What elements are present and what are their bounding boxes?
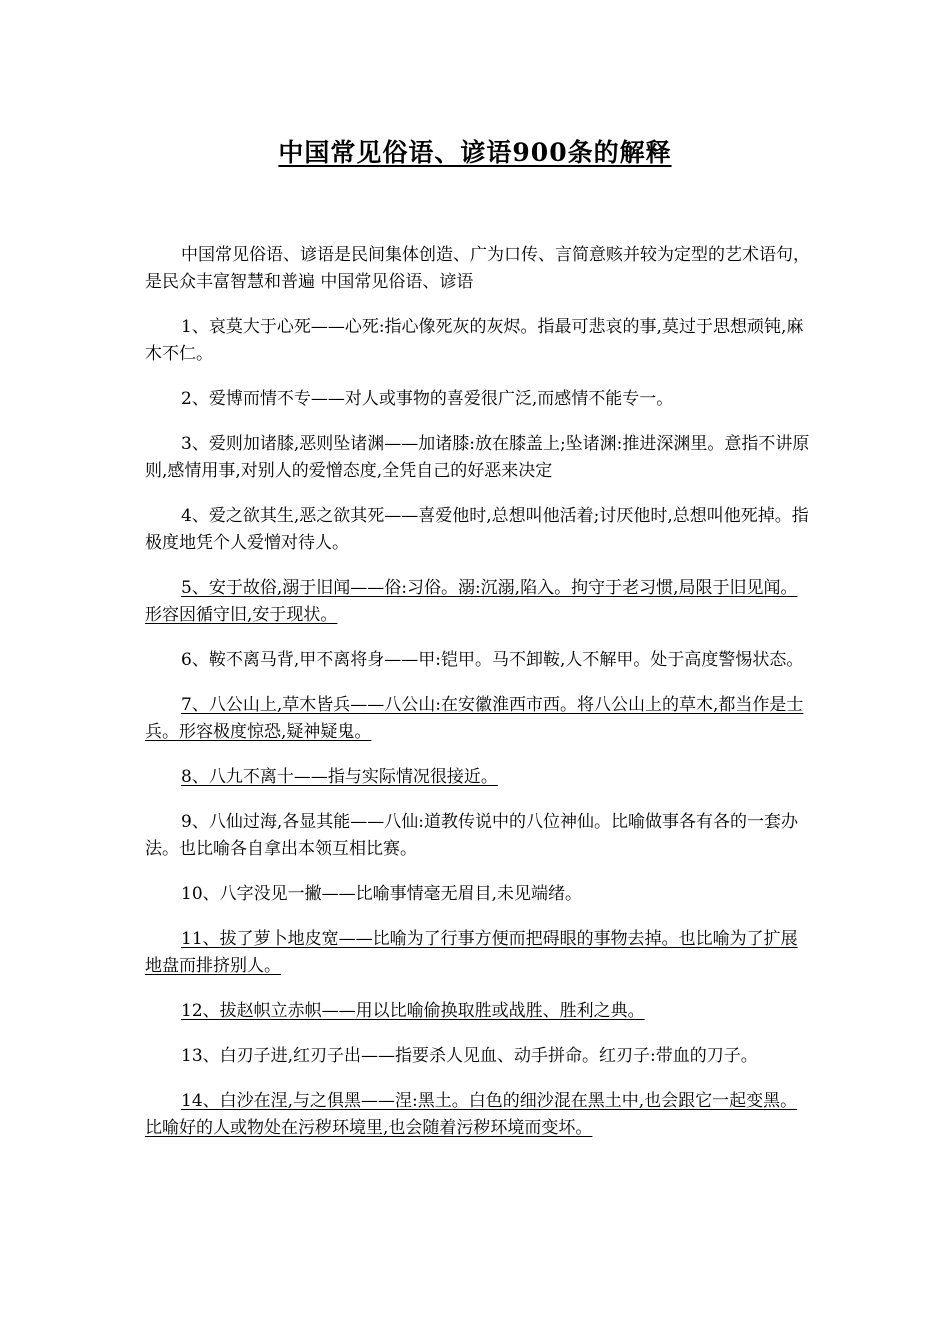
proverb-item: 6、鞍不离马背,甲不离将身——甲:铠甲。马不卸鞍,人不解甲。处于高度警惕状态。 xyxy=(181,650,804,670)
proverb-item: 12、拔赵帜立赤帜——用以比喻偷换取胜或战胜、胜利之典。 xyxy=(181,1001,645,1021)
proverb-item: 10、八字没见一撇——比喻事情毫无眉目,未见端绪。 xyxy=(181,884,583,904)
proverb-item: 5、安于故俗,溺于旧闻——俗:习俗。溺:沉溺,陷入。拘守于老习惯,局限于旧见闻。形容因循守旧,安于现状。 xyxy=(145,578,798,625)
proverb-list xyxy=(145,314,810,1142)
proverb-item: 9、八仙过海,各显其能——八仙:道教传说中的八位神仙。比喻做事各有各的一套办法。也比喻各自拿出本领互相比赛。 xyxy=(145,812,798,859)
proverb-item: 8、八九不离十——指与实际情况很接近。 xyxy=(181,767,498,787)
document-body xyxy=(145,242,810,1160)
proverb-item: 4、爱之欲其生,恶之欲其死——喜爱他时,总想叫他活着;讨厌他时,总想叫他死掉。指极度地凭个人爱憎对待人。 xyxy=(145,506,809,553)
proverb-item: 13、白刃子进,红刃子出——指要杀人见血、动手拼命。红刃子:带血的刀子。 xyxy=(181,1046,758,1066)
proverb-item: 3、爱则加诸膝,恶则坠诸渊——加诸膝:放在膝盖上;坠诸渊:推进深渊里。意指不讲原则,感情用事,对别人的爱憎态度,全凭自己的好恶来决定 xyxy=(145,434,810,481)
proverb-item: 14、白沙在涅,与之俱黑——涅:黑土。白色的细沙混在黑土中,也会跟它一起变黑。比喻好的人或物处在污秽环境里,也会随着污秽环境而变坏。 xyxy=(145,1091,798,1138)
proverb-item: 1、哀莫大于心死——心死:指心像死灰的灰烬。指最可悲哀的事,莫过于思想顽钝,麻木不仁。 xyxy=(145,317,804,364)
intro-paragraph: 中国常见俗语、谚语是民间集体创造、广为口传、言简意赅并较为定型的艺术语句，是民众丰富智慧和普遍 中国常见俗语、谚语 xyxy=(145,245,810,292)
proverb-item: 2、爱博而情不专——对人或事物的喜爱很广泛,而感情不能专一。 xyxy=(181,389,674,409)
document-title-text: 中国常见俗语、谚语900条的解释 xyxy=(278,138,672,167)
proverb-item: 7、八公山上,草木皆兵——八公山:在安徽淮西市西。将八公山上的草木,都当作是士兵。形容极度惊恐,疑神疑鬼。 xyxy=(145,695,804,742)
document-title xyxy=(0,133,950,169)
proverb-item: 11、拔了萝卜地皮宽——比喻为了行事方便而把碍眼的事物去掉。也比喻为了扩展地盘而排挤别人。 xyxy=(145,929,798,976)
